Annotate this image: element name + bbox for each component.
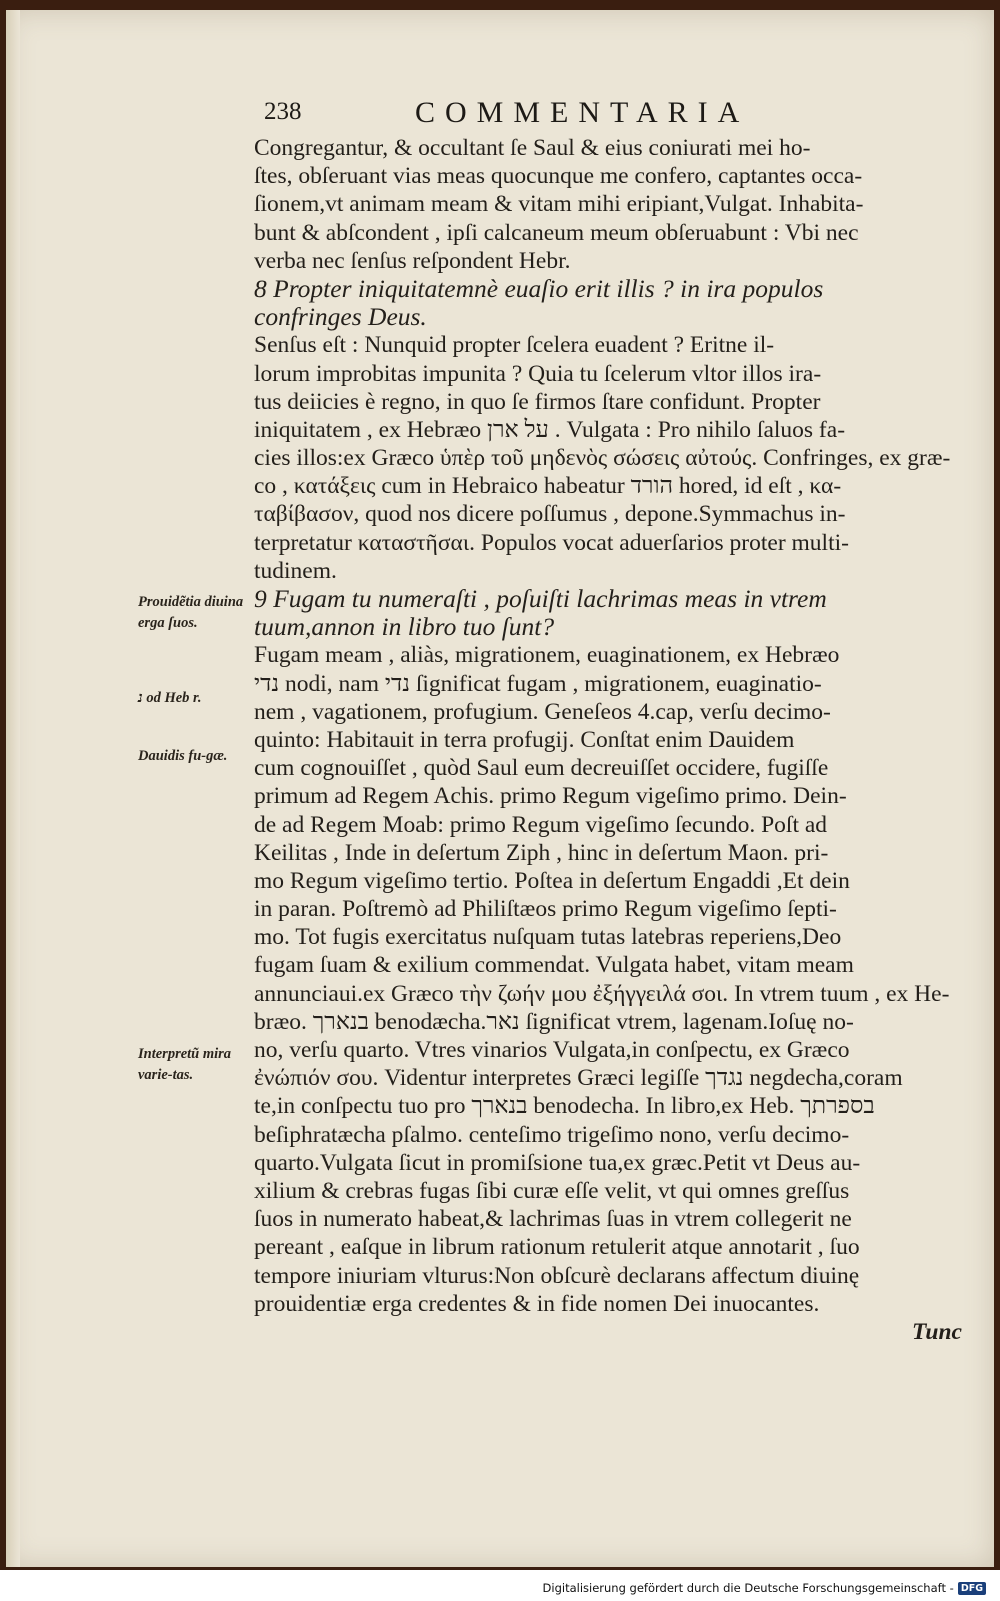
text-line: tempore iniuriam vlturus:Non obſcurè declarans affectum diuinę bbox=[254, 1262, 860, 1289]
text-line: annunciaui.ex Græco τὴν ζωήν μου ἐξήγγειλά σοι. In vtrem tuum , ex He- bbox=[254, 980, 950, 1007]
marginal-note: Dauidis fu-gæ. bbox=[138, 748, 228, 764]
marginal-note: Interpretũ mira varie-tas. bbox=[138, 1046, 232, 1083]
text-line: te,in conſpectu tuo pro בנארך benodecha. In libro,ex Heb. בספרתך bbox=[254, 1093, 875, 1120]
text-line: ſionem,vt animam meam & vitam mihi eripiant,Vulgat. Inhabita- bbox=[254, 191, 864, 218]
text-line: ſtes, obſeruant vias meas quocunque me confero, captantes occa- bbox=[254, 163, 863, 190]
text-line: tudinem. bbox=[254, 557, 337, 584]
marginal-note: נ od Heb r. bbox=[138, 690, 202, 706]
text-line: Senſus eſt : Nunquid propter ſcelera euadent ? Eritne il- bbox=[254, 332, 775, 359]
text-line: quarto.Vulgata ſicut in promiſsione tua,ex græc.Petit vt Deus au- bbox=[254, 1149, 861, 1176]
text-line: no, verſu quarto. Vtres vinarios Vulgata,in conſpectu, ex Græco bbox=[254, 1037, 850, 1063]
text-line: iniquitatem , ex Hebræo על ארן . Vulgata : Pro nihilo ſaluos fa- bbox=[254, 416, 846, 443]
text-line: prouidentiæ erga credentes & in fide nomen Dei inuocantes. bbox=[254, 1290, 820, 1317]
page-header bbox=[260, 96, 960, 136]
digitization-credit bbox=[543, 1578, 986, 1598]
text-line: co , κατάξεις cum in Hebraico habeatur הורד hored, id eſt , κα- bbox=[254, 473, 842, 500]
marginal-note: Prouidẽtia diuina erga ſuos. bbox=[138, 594, 244, 631]
text-line: bunt & abſcondent , ipſi calcaneum meum obſeruabunt : Vbi nec bbox=[254, 219, 859, 246]
catchword: Tunc bbox=[911, 1318, 962, 1345]
text-line: terpretatur καταστῆσαι. Populos vocat aduerſarios proter multi- bbox=[254, 529, 849, 556]
text-line: Keilitas , Inde in deſertum Ziph , hinc in deſertum Maon. pri- bbox=[254, 839, 829, 866]
text-line: cies illos:ex Græco ὑπὲρ τοῦ μηδενὸς σώσεις αὐτούς. Confringes, ex græ- bbox=[254, 445, 951, 472]
text-line: fugam ſuam & exilium commendat. Vulgata habet, vitam meam bbox=[254, 952, 854, 979]
text-line: in paran. Poſtremò ad Philiſtæos primo Regum vigeſimo ſepti- bbox=[254, 896, 837, 923]
text-line: ſuos in numerato habeat,& lachrimas ſuas in vtrem collegerit ne bbox=[254, 1206, 852, 1233]
text-line: confringes Deus. bbox=[254, 303, 427, 332]
text-line: nem , vagationem, profugium. Geneſeos 4.cap, verſu decimo- bbox=[254, 698, 831, 725]
page-gutter bbox=[6, 10, 20, 1567]
text-line: 9 Fugam tu numeraſti , poſuiſti lachrimas meas in vtrem bbox=[254, 585, 827, 613]
page-number: 238 bbox=[264, 98, 302, 125]
credit-text: Digitalisierung gefördert durch die Deutsche Forschungsgemeinschaft - bbox=[542, 1581, 954, 1595]
text-line: ἐνώπιόν σου. Videntur interpretes Græci legiſſe נגדך negdecha,coram bbox=[254, 1065, 903, 1092]
text-line: ταβίβασον, quod nos dicere poſſumus , depone.Symmachus in- bbox=[254, 501, 846, 528]
text-line: mo. Tot fugis exercitatus nuſquam tutas latebras reperiens,Deo bbox=[254, 924, 842, 951]
running-head: COMMENTARIA bbox=[415, 96, 750, 129]
text-line: xilium & crebras fugas ſibi curæ eſſe velit, vt qui omnes greſſus bbox=[254, 1177, 850, 1204]
body-text bbox=[254, 134, 962, 1346]
text-line: verba nec ſenſus reſpondent Hebr. bbox=[254, 247, 571, 274]
text-line: de ad Regem Moab: primo Regum vigeſimo ſecundo. Poſt ad bbox=[254, 811, 828, 838]
text-line: tus deiicies è regno, in quo ſe firmos ſtare confidunt. Propter bbox=[254, 388, 821, 415]
text-line: bræo. בנארך benodæcha.נאר ſignificat vtrem, lagenam.Ioſuę no- bbox=[254, 1008, 854, 1035]
dfg-logo: DFG bbox=[958, 1582, 986, 1595]
text-line: lorum improbitas impunita ? Quia tu ſcelerum vltor illos ira- bbox=[254, 360, 822, 387]
text-line: mo Regum vigeſimo tertio. Poſtea in deſertum Engaddi ,Et dein bbox=[254, 867, 850, 894]
text-line: pereant , eaſque in librum rationum retulerit atque annotarit , ſuo bbox=[254, 1234, 860, 1261]
text-line: primum ad Regem Achis. primo Regum vigeſimo primo. Dein- bbox=[254, 783, 847, 810]
text-line: quinto: Habitauit in terra profugij. Conſtat enim Dauidem bbox=[254, 726, 795, 753]
text-line: Congregantur, & occultant ſe Saul & eius coniurati mei ho- bbox=[254, 135, 811, 161]
text-line: Fugam meam , aliàs, migrationem, euaginationem, ex Hebræo bbox=[254, 642, 840, 669]
text-line: 8 Propter iniquitatemnè euaſio erit illis ? in ira populos bbox=[254, 274, 824, 303]
text-line: נדי nodi, nam נדי ſignificat fugam , migrationem, euaginatio- bbox=[254, 670, 822, 697]
text-line: tuum,annon in libro tuo ſunt? bbox=[254, 613, 555, 642]
text-line: beſiphratæcha pſalmo. centeſimo trigeſimo nono, verſu decimo- bbox=[254, 1121, 850, 1148]
text-line: cum cognouiſſet , quòd Saul eum decreuiſſet occidere, fugiſſe bbox=[254, 755, 829, 782]
